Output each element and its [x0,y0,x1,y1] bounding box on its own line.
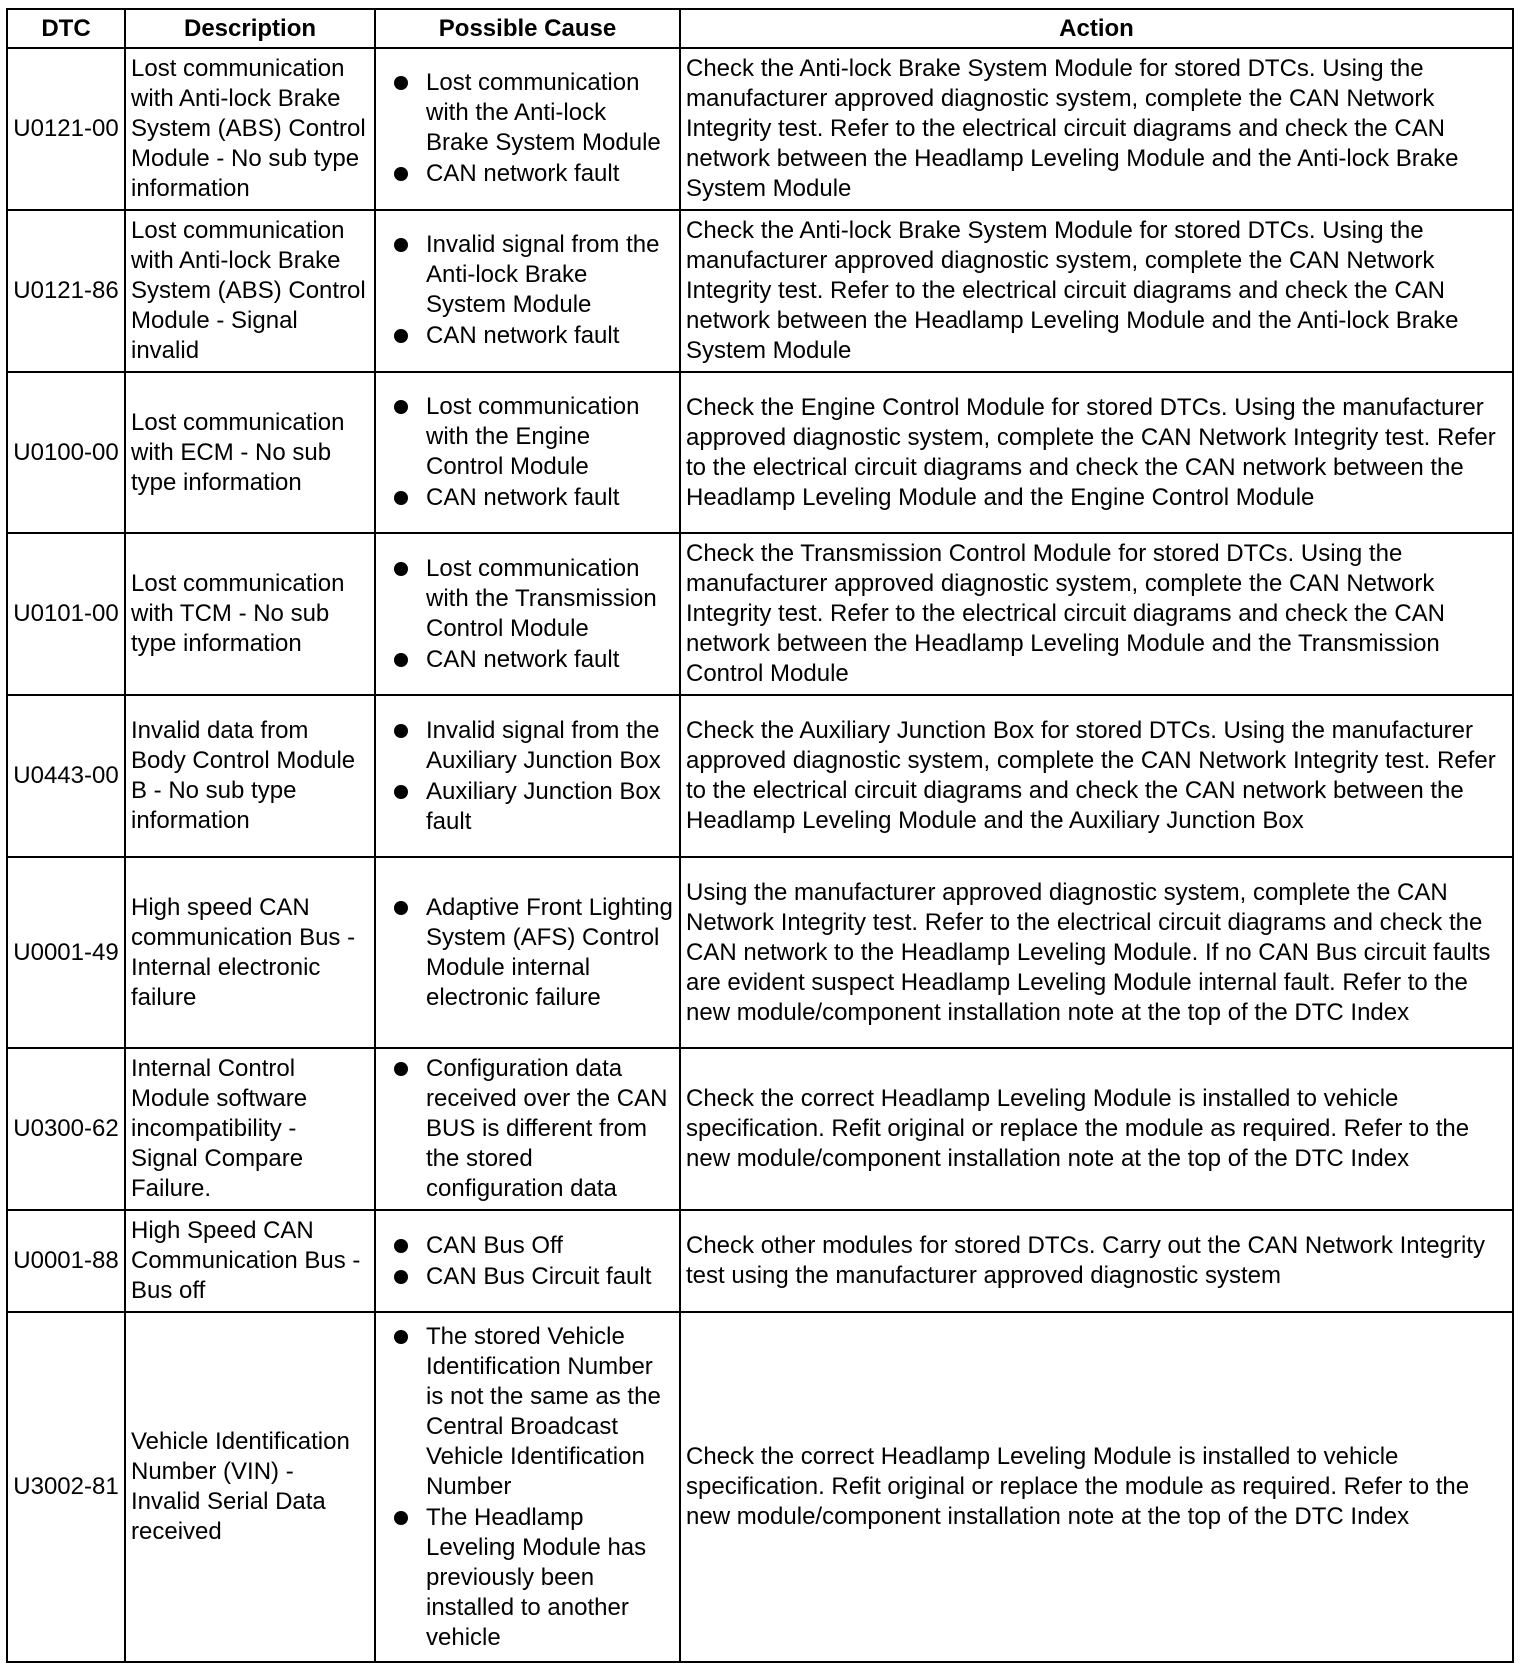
possible-cause-cell [375,210,680,372]
possible-cause-item: Configuration data received over the CAN BUS is different from the stored configuration data [426,1054,674,1204]
possible-cause-cell [375,857,680,1048]
dtc-code: U0100-00 [7,372,125,534]
possible-cause-list [381,68,674,189]
possible-cause-list [381,716,674,837]
action-text: Check the Anti-lock Brake System Module for stored DTCs. Using the manufacturer approved diagnostic system, complete the CAN Network Integrity test. Refer to the electrical circuit diagrams and check the CAN network between the Headlamp Leveling Module and the Anti-lock Brake System Module [680,210,1513,372]
possible-cause-list [381,1322,674,1653]
dtc-description: Lost communication with Anti-lock Brake System (ABS) Control Module - Signal invalid [125,210,375,372]
action-text: Check the correct Headlamp Leveling Module is installed to vehicle specification. Refit original or replace the module as required. Refer to the new module/component installation note at the top of the DTC Index [680,1048,1513,1210]
action-text: Check other modules for stored DTCs. Carry out the CAN Network Integrity test using the manufacturer approved diagnostic system [680,1210,1513,1312]
dtc-code: U0001-88 [7,1210,125,1312]
possible-cause-item: Adaptive Front Lighting System (AFS) Control Module internal electronic failure [426,893,673,1011]
possible-cause-list [381,893,674,1013]
dtc-description: Vehicle Identification Number (VIN) - Invalid Serial Data received [125,1312,375,1662]
possible-cause-item: The Headlamp Leveling Module has previously been installed to another vehicle [426,1503,674,1653]
possible-cause-item: CAN network fault [426,483,674,513]
possible-cause-item: CAN network fault [426,645,674,675]
possible-cause-cell [375,48,680,210]
dtc-description: Lost communication with TCM - No sub type information [125,533,375,695]
dtc-code: U0443-00 [7,695,125,857]
action-text: Using the manufacturer approved diagnostic system, complete the CAN Network Integrity test. Refer to the electrical circuit diagrams and check the CAN network to the Headlamp Leveling Module. If no CAN Bus circuit faults are evident suspect Headlamp Leveling Module internal fault. Refer to the new module/component installation note at the top of the DTC Index [680,857,1513,1048]
table-row [7,1312,1513,1662]
possible-cause-cell [375,1048,680,1210]
action-text: Check the Auxiliary Junction Box for stored DTCs. Using the manufacturer approved diagnostic system, complete the CAN Network Integrity test. Refer to the electrical circuit diagrams and check the CAN network between the Headlamp Leveling Module and the Auxiliary Junction Box [680,695,1513,857]
header-action: Action [680,9,1513,48]
possible-cause-item: Auxiliary Junction Box fault [426,777,674,837]
dtc-code: U0300-62 [7,1048,125,1210]
possible-cause-list [381,1231,674,1292]
possible-cause-item: CAN Bus Off [426,1231,674,1261]
action-text: Check the Transmission Control Module for stored DTCs. Using the manufacturer approved diagnostic system, complete the CAN Network Integrity test. Refer to the electrical circuit diagrams and check the CAN network between the Headlamp Leveling Module and the Transmission Control Module [680,533,1513,695]
dtc-description: High speed CAN communication Bus - Internal electronic failure [125,857,375,1048]
possible-cause-item: Lost communication with the Transmission Control Module [426,554,674,644]
table-row [7,210,1513,372]
possible-cause-cell [375,695,680,857]
possible-cause-item: CAN network fault [426,321,674,351]
possible-cause-cell [375,372,680,534]
action-text: Check the correct Headlamp Leveling Module is installed to vehicle specification. Refit original or replace the module as required. Refer to the new module/component installation note at the top of the DTC Index [680,1312,1513,1662]
possible-cause-item: CAN Bus Circuit fault [426,1262,674,1292]
possible-cause-list [381,392,674,513]
header-row [7,9,1513,48]
possible-cause-item: Invalid signal from the Anti-lock Brake System Module [426,230,674,320]
dtc-code: U0121-86 [7,210,125,372]
header-description: Description [125,9,375,48]
header-possible-cause: Possible Cause [375,9,680,48]
table-row [7,857,1513,1048]
dtc-description: High Speed CAN Communication Bus - Bus off [125,1210,375,1312]
dtc-code: U0101-00 [7,533,125,695]
possible-cause-list [381,230,674,351]
possible-cause-cell [375,1210,680,1312]
dtc-description: Lost communication with Anti-lock Brake System (ABS) Control Module - No sub type information [125,48,375,210]
action-text: Check the Anti-lock Brake System Module for stored DTCs. Using the manufacturer approved diagnostic system, complete the CAN Network Integrity test. Refer to the electrical circuit diagrams and check the CAN network between the Headlamp Leveling Module and the Anti-lock Brake System Module [680,48,1513,210]
table-row [7,533,1513,695]
header-dtc: DTC [7,9,125,48]
possible-cause-list [381,554,674,675]
dtc-description: Invalid data from Body Control Module B - No sub type information [125,695,375,857]
table-row [7,695,1513,857]
possible-cause-item: Lost communication with the Anti-lock Brake System Module [426,68,674,158]
possible-cause-cell [375,533,680,695]
possible-cause-item: The stored Vehicle Identification Number is not the same as the Central Broadcast Vehicle Identification Number [426,1322,674,1502]
dtc-code: U0001-49 [7,857,125,1048]
dtc-description: Lost communication with ECM - No sub type information [125,372,375,534]
dtc-code: U3002-81 [7,1312,125,1662]
possible-cause-cell [375,1312,680,1662]
table-row [7,1048,1513,1210]
possible-cause-list [381,1054,674,1204]
table-row [7,372,1513,534]
dtc-code: U0121-00 [7,48,125,210]
table-row [7,1210,1513,1312]
dtc-table [6,8,1514,1663]
possible-cause-item: Invalid signal from the Auxiliary Junction Box [426,716,674,776]
possible-cause-item: CAN network fault [426,159,674,189]
table-row [7,48,1513,210]
dtc-description: Internal Control Module software incompatibility - Signal Compare Failure. [125,1048,375,1210]
action-text: Check the Engine Control Module for stored DTCs. Using the manufacturer approved diagnostic system, complete the CAN Network Integrity test. Refer to the electrical circuit diagrams and check the CAN network between the Headlamp Leveling Module and the Engine Control Module [680,372,1513,534]
possible-cause-item: Lost communication with the Engine Control Module [426,392,674,482]
